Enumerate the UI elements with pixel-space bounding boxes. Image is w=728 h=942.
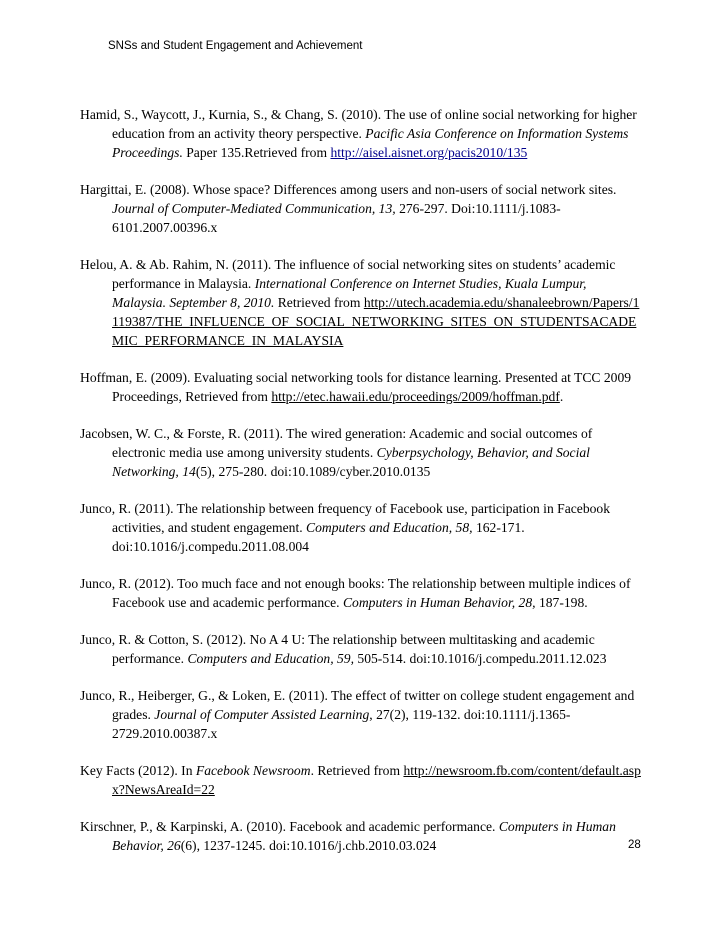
reference-details: 505-514. doi:10.1016/j.compedu.2011.12.023 xyxy=(354,651,607,666)
reference-source: Computers and Education, 58, xyxy=(306,520,473,535)
reference-details: 162-171. doi:10.1016/j.compedu.2011.08.004 xyxy=(112,520,525,554)
reference-entry xyxy=(80,499,642,556)
reference-list xyxy=(80,105,642,873)
reference-entry xyxy=(80,180,642,237)
reference-entry xyxy=(80,424,642,481)
reference-link[interactable]: http://newsroom.fb.com/content/default.aspx?NewsAreaId=22 xyxy=(112,763,641,797)
running-header: SNSs and Student Engagement and Achievement xyxy=(108,40,363,52)
reference-entry xyxy=(80,255,642,350)
reference-text: Junco, R. & Cotton, S. (2012). No A 4 U: The relationship between multitasking and academic performance. xyxy=(80,632,595,666)
reference-details: (5), 275-280. doi:10.1089/cyber.2010.0135 xyxy=(195,464,431,479)
reference-text: Junco, R. (2012). Too much face and not enough books: The relationship between multiple indices of Facebook use and academic performance. xyxy=(80,576,631,610)
reference-details: (6), 1237-1245. doi:10.1016/j.chb.2010.03.024 xyxy=(180,838,437,853)
reference-tail: . xyxy=(559,389,564,404)
reference-entry xyxy=(80,761,642,799)
reference-source: Computers in Human Behavior, 28, xyxy=(342,595,536,610)
reference-text: Helou, A. & Ab. Rahim, N. (2011). The influence of social networking sites on students’ academic performance in Malaysia. xyxy=(80,257,616,291)
reference-source: Pacific Asia Conference on Information Systems Proceedings. xyxy=(112,126,629,160)
reference-details: 187-198. xyxy=(535,595,588,610)
reference-entry xyxy=(80,574,642,612)
reference-entry xyxy=(80,817,642,855)
reference-text: Jacobsen, W. C., & Forste, R. (2011). The wired generation: Academic and social outcomes of electronic media use among university students. xyxy=(80,426,593,460)
reference-details: 276-297. Doi:10.1111/j.1083-6101.2007.00396.x xyxy=(112,201,561,235)
reference-source: Cyberpsychology, Behavior, and Social Networking, 14 xyxy=(112,445,590,479)
reference-text: Kirschner, P., & Karpinski, A. (2010). Facebook and academic performance. xyxy=(80,819,499,834)
reference-text: Junco, R., Heiberger, G., & Loken, E. (2011). The effect of twitter on college student engagement and grades. xyxy=(80,688,635,722)
reference-entry xyxy=(80,630,642,668)
reference-text: Hoffman, E. (2009). Evaluating social networking tools for distance learning. Presented at TCC 2009 Proceedings, Retrieved from xyxy=(80,370,632,404)
reference-source: International Conference on Internet Studies, Kuala Lumpur, Malaysia. September 8, 2010. xyxy=(112,276,587,310)
reference-link[interactable]: http://aisel.aisnet.org/pacis2010/135 xyxy=(330,145,528,160)
reference-text: Hamid, S., Waycott, J., Kurnia, S., & Chang, S. (2010). The use of online social networking for higher education from an activity theory perspective. xyxy=(80,107,637,141)
reference-link[interactable]: http://utech.academia.edu/shanaleebrown/Papers/1119387/THE_INFLUENCE_OF_SOCIAL_NETWORKING_SITES_ON_STUDENTSACADEMIC_PERFORMANCE_IN_MALAYSIA xyxy=(112,295,640,348)
reference-source: Computers and Education, 59, xyxy=(187,651,355,666)
reference-details: . Retrieved from xyxy=(310,763,404,778)
reference-details: Paper 135.Retrieved from xyxy=(182,145,331,160)
reference-details: , 27(2), 119-132. doi:10.1111/j.1365-2729.2010.00387.x xyxy=(112,707,571,741)
reference-source: Facebook Newsroom xyxy=(195,763,311,778)
reference-details: Retrieved from xyxy=(274,295,364,310)
reference-entry xyxy=(80,686,642,743)
reference-source: Computers in Human Behavior, 26 xyxy=(112,819,616,853)
reference-source: Journal of Computer Assisted Learning xyxy=(154,707,370,722)
page-number: 28 xyxy=(628,839,641,851)
reference-entry xyxy=(80,368,642,406)
reference-link[interactable]: http://etec.hawaii.edu/proceedings/2009/hoffman.pdf xyxy=(271,389,560,404)
reference-text: Junco, R. (2011). The relationship between frequency of Facebook use, participation in Facebook activities, and student engagement. xyxy=(80,501,611,535)
reference-source: Journal of Computer-Mediated Communication, 13, xyxy=(112,201,396,216)
reference-text: Key Facts (2012). In xyxy=(80,763,196,778)
reference-entry xyxy=(80,105,642,162)
reference-text: Hargittai, E. (2008). Whose space? Differences among users and non-users of social network sites. xyxy=(80,182,617,197)
